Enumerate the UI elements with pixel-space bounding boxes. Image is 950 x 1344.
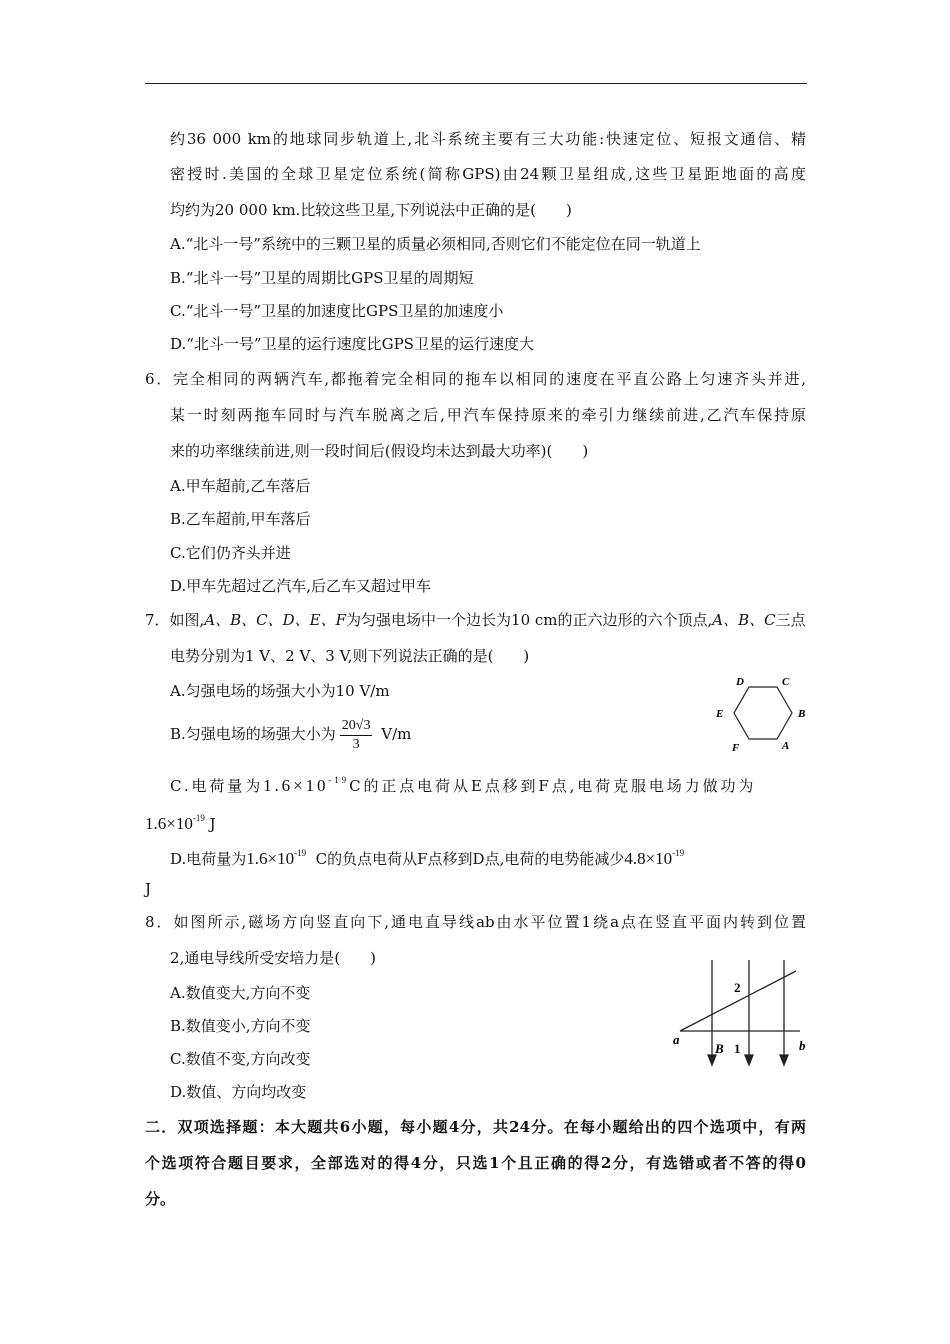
work-exp: -19 (192, 813, 205, 823)
vertex-label-f: F (732, 742, 740, 754)
charge-mantissa: 1.6 (263, 776, 294, 795)
section2-line1: 二．双项选择题：本大题共6小题，每小题4分，共24分。在每小题给出的四个选项中，有两 (145, 1118, 806, 1136)
q6-stem-line3: 来的功率继续前进,则一段时间后(假设均未达到最大功率)( ) (170, 442, 589, 460)
work-mantissa: 1.6 (145, 814, 167, 833)
q8-stem-line1: 8．如图所示,磁场方向竖直向下,通电直导线ab由水平位置1绕a点在竖直平面内转到位置 (145, 913, 806, 931)
q7-prefix: 7．如图, (145, 611, 205, 629)
q7-suffix: 三点 (775, 611, 806, 629)
field-label-b: B (715, 1041, 724, 1056)
field-arrow-3 (780, 1055, 788, 1065)
charge-value (263, 776, 349, 795)
q7-option-d-line1 (170, 843, 684, 869)
q8-option-a: A.数值变大,方向不变 (170, 984, 311, 1002)
q8-option-d: D.数值、方向均改变 (170, 1083, 307, 1101)
q7-stem-line2: 电势分别为1 V、2 V、3 V,则下列说法正确的是( ) (170, 647, 530, 665)
q6-stem-line1: 6．完全相同的两辆汽车,都拖着完全相同的拖车以相同的速度在平直公路上匀速齐头并进, (145, 370, 806, 388)
wire-label-a: a (673, 1032, 680, 1047)
hexagon-shape (734, 687, 792, 739)
q5-option-a: A.“北斗一号”系统中的三颗卫星的质量必须相同,否则它们不能定位在同一轨道上 (170, 235, 701, 253)
energy-exp: -19 (672, 848, 685, 858)
q7-option-c-line2 (145, 808, 216, 834)
q5-stem-line3: 均约为20 000 km.比较这些卫星,下列说法中正确的是( ) (170, 201, 572, 219)
q7-option-c-text: C.电荷量为 (170, 777, 264, 795)
q7-option-d-text: D.电荷量为 (170, 850, 247, 868)
charge-d-exp: -19 (294, 848, 307, 858)
q6-stem-line2: 某一时刻两拖车同时与汽车脱离之后,甲汽车保持原来的牵引力继续前进,乙汽车保持原 (170, 406, 806, 424)
magnetic-field-figure (670, 955, 815, 1070)
q7-mid: 为匀强电场中一个边长为10 cm的正六边形的六个顶点, (346, 611, 713, 629)
q5-option-d: D.“北斗一号”卫星的运行速度比GPS卫星的运行速度大 (170, 335, 534, 353)
vertex-label-a: A (782, 740, 790, 752)
q7-option-b-unit: V/m (381, 725, 412, 743)
hexagon-figure (708, 670, 812, 760)
fraction-denominator: 3 (352, 736, 360, 752)
q7-three-points: A、B、C (712, 611, 776, 629)
q7-option-b (170, 714, 411, 754)
q7-vertices: A、B、C、D、E、F (204, 611, 347, 629)
q6-option-b: B.乙车超前,甲车落后 (170, 510, 311, 528)
q6-option-a: A.甲车超前,乙车落后 (170, 477, 311, 495)
vertex-label-e: E (716, 708, 724, 720)
field-arrow-2 (745, 1055, 753, 1065)
q7-option-d-line2: J (145, 880, 152, 898)
q7-option-a: A.匀强电场的场强大小为10 V/m (170, 682, 390, 700)
header-rule (145, 83, 807, 84)
q6-option-d: D.甲车先超过乙汽车,后乙车又超过甲车 (170, 577, 432, 595)
charge-d-mantissa: 1.6 (246, 849, 268, 868)
q5-option-b: B.“北斗一号”卫星的周期比GPS卫星的周期短 (170, 269, 474, 287)
vertex-label-d: D (736, 676, 744, 688)
position-label-1: 1 (734, 1041, 741, 1056)
q5-stem-line2: 密授时.美国的全球卫星定位系统(简称GPS)由24颗卫星组成,这些卫星距地面的高度 (170, 165, 806, 183)
field-strength-fraction (340, 717, 373, 754)
section2-line3: 分。 (145, 1190, 176, 1208)
q7-option-c-line1 (170, 770, 756, 796)
energy-times: ×10 (645, 849, 673, 868)
q8-stem-line2: 2,通电导线所受安培力是( ) (170, 949, 377, 967)
vertex-label-b: B (798, 708, 806, 720)
vertex-label-c: C (782, 676, 790, 688)
energy-mantissa: 4.8 (624, 849, 646, 868)
section2-line2: 个选项符合题目要求，全部选对的得4分，只选1个且正确的得2分，有选错或者不答的得0 (145, 1154, 806, 1172)
charge-times: ×10 (293, 776, 329, 795)
q5-stem-line1: 约36 000 km的地球同步轨道上,北斗系统主要有三大功能:快速定位、短报文通信、精 (170, 130, 806, 148)
energy-value (624, 849, 684, 868)
position-label-2: 2 (734, 980, 741, 995)
work-unit: J (209, 815, 216, 833)
q7-option-d-text2: C的负点电荷从F点移到D点,电荷的电势能减少 (315, 850, 625, 868)
work-times: ×10 (166, 814, 193, 833)
q7-stem-line1 (145, 610, 806, 630)
fraction-numerator: 20√3 (340, 717, 373, 736)
charge-value-d (246, 849, 306, 868)
q7-option-b-text: B.匀强电场的场强大小为 (170, 725, 336, 743)
work-value (145, 814, 205, 833)
wire-label-b: b (799, 1038, 806, 1053)
charge-exp: -19 (328, 775, 350, 785)
q6-option-c: C.它们仍齐头并进 (170, 544, 291, 562)
field-arrow-1 (708, 1055, 716, 1065)
q5-option-c: C.“北斗一号”卫星的加速度比GPS卫星的加速度小 (170, 302, 504, 320)
charge-d-times: ×10 (267, 849, 295, 868)
q7-option-c-text2: C的正点电荷从E点移到F点,电荷克服电场力做功为 (349, 777, 757, 795)
q8-option-b: B.数值变小,方向不变 (170, 1017, 311, 1035)
q8-option-c: C.数值不变,方向改变 (170, 1050, 311, 1068)
